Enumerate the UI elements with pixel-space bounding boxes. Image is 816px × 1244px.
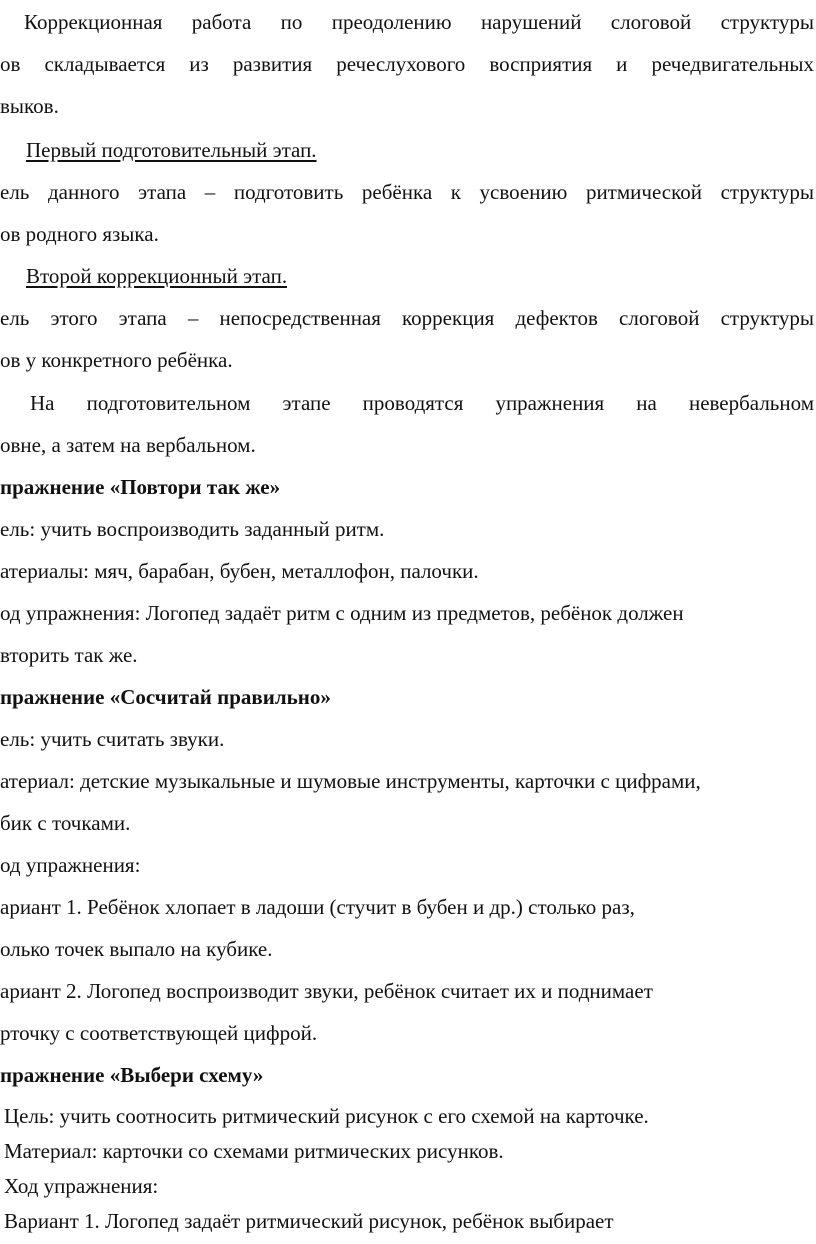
paragraph-line: ель: учить считать звуки. — [0, 727, 225, 751]
section-heading-correction: Второй коррекционный этап. — [26, 264, 288, 288]
paragraph-line: На подготовительном этапе проводятся упражнения на невербальном — [30, 391, 814, 415]
paragraph-line: выков. — [0, 94, 59, 118]
paragraph-line: Коррекционная работа по преодолению нарушений слоговой структуры — [24, 10, 814, 34]
paragraph-line: Материал: карточки со схемами ритмических рисунков. — [4, 1139, 504, 1163]
paragraph-line: Вариант 1. Логопед задаёт ритмический рисунок, ребёнок выбирает — [4, 1209, 614, 1233]
paragraph-line: овне, а затем на вербальном. — [0, 433, 256, 457]
paragraph-line: ов родного языка. — [0, 222, 159, 246]
paragraph-line: атериал: детские музыкальные и шумовые инструменты, карточки с цифрами, — [0, 769, 701, 793]
paragraph-line: олько точек выпало на кубике. — [0, 937, 273, 961]
section-heading-preparatory: Первый подготовительный этап. — [26, 138, 317, 162]
paragraph-line: ель: учить воспроизводить заданный ритм. — [0, 517, 385, 541]
exercise-heading-scheme: пражнение «Выбери схему» — [0, 1063, 264, 1087]
exercise-heading-count: пражнение «Сосчитай правильно» — [0, 685, 331, 709]
paragraph-line: бик с точками. — [0, 811, 131, 835]
paragraph-line: ариант 1. Ребёнок хлопает в ладоши (стучит в бубен и др.) столько раз, — [0, 895, 635, 919]
exercise-heading-repeat: пражнение «Повтори так же» — [0, 475, 281, 499]
paragraph-line: од упражнения: — [0, 853, 141, 877]
paragraph-line: вторить так же. — [0, 643, 138, 667]
paragraph-line: Ход упражнения: — [4, 1174, 159, 1198]
paragraph-line: ов складывается из развития речеслухового восприятия и речедвигательных — [0, 52, 814, 76]
paragraph-line: рточку с соответствующей цифрой. — [0, 1021, 318, 1045]
paragraph-line: од упражнения: Логопед задаёт ритм с одним из предметов, ребёнок должен — [0, 601, 684, 625]
paragraph-line: ель данного этапа – подготовить ребёнка к усвоению ритмической структуры — [0, 180, 814, 204]
paragraph-line: ель этого этапа – непосредственная коррекция дефектов слоговой структуры — [0, 306, 814, 330]
paragraph-line: ариант 2. Логопед воспроизводит звуки, ребёнок считает их и поднимает — [0, 979, 653, 1003]
paragraph-line: Цель: учить соотносить ритмический рисунок с его схемой на карточке. — [4, 1104, 649, 1128]
paragraph-line: ов у конкретного ребёнка. — [0, 348, 233, 372]
paragraph-line: атериалы: мяч, барабан, бубен, металлофон, палочки. — [0, 559, 479, 583]
